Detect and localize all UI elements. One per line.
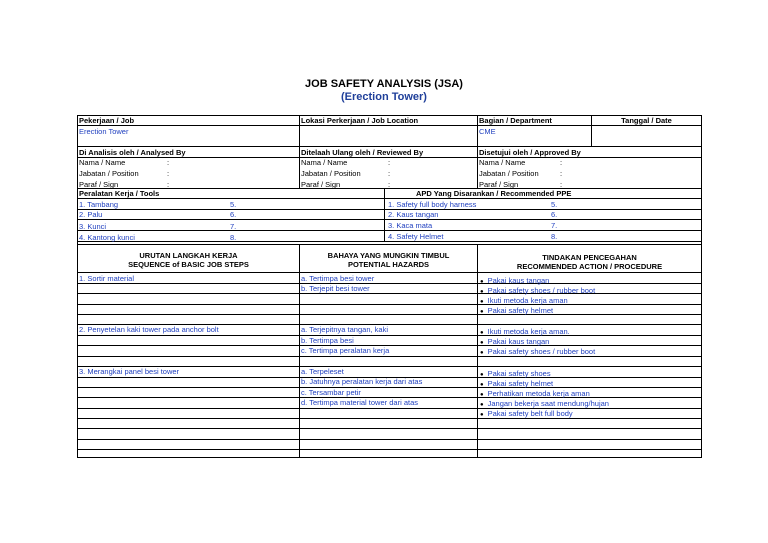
- hazard-item: a. Terjepitnya tangan, kaki: [301, 325, 389, 334]
- ppe-number: 6.: [551, 210, 558, 219]
- action-item: ● Pakai kaus tangan: [480, 337, 549, 348]
- hazard-item: a. Tertimpa besi tower: [301, 274, 375, 283]
- tool-number: 5.: [230, 200, 237, 209]
- hazard-item: c. Tersambar petir: [301, 388, 361, 397]
- approved-name-colon: :: [560, 158, 563, 167]
- reviewed-by-label: Ditelaah Ulang oleh / Reviewed By: [301, 148, 424, 157]
- tools-label: Peralatan Kerja / Tools: [79, 189, 160, 198]
- ppe-item: 4. Safety Helmet: [388, 232, 444, 241]
- step-1: 1. Sortir material: [79, 274, 135, 283]
- reviewed-name-colon: :: [388, 158, 391, 167]
- ppe-item: 1. Safety full body harness: [388, 200, 477, 209]
- action-item: ● Pakai safety shoes / rubber boot: [480, 286, 595, 297]
- tool-item: 1. Tambang: [79, 200, 119, 209]
- hazards-header: BAHAYA YANG MUNGKIN TIMBUL: [327, 251, 450, 260]
- ppe-label: APD Yang Disarankan / Recommended PPE: [416, 189, 572, 198]
- reviewed-name-label: Nama / Name: [301, 158, 348, 167]
- actions-header-en: RECOMMENDED ACTION / PROCEDURE: [516, 262, 663, 271]
- ppe-number: 5.: [551, 200, 558, 209]
- page-subtitle: (Erection Tower): [341, 91, 427, 103]
- tool-item: 4. Kantong kunci: [79, 233, 135, 242]
- approved-position-label: Jabatan / Position: [479, 169, 539, 178]
- hazard-item: b. Tertimpa besi: [301, 336, 354, 345]
- tool-item: 2. Palu: [79, 210, 103, 219]
- hazard-item: d. Tertimpa material tower dari atas: [301, 398, 418, 407]
- hazard-item: c. Tertimpa peralatan kerja: [301, 346, 390, 355]
- action-item: ● Pakai safety helmet: [480, 306, 553, 317]
- approved-sign-label: Paraf / Sign: [479, 180, 519, 189]
- action-item: ● Pakai kaus tangan: [480, 276, 549, 287]
- step-2: 2. Penyetelan kaki tower pada anchor bolt: [79, 325, 219, 334]
- tool-number: 8.: [230, 233, 237, 242]
- department-label: Bagian / Department: [479, 116, 552, 125]
- location-label: Lokasi Perkerjaan / Job Location: [301, 116, 419, 125]
- steps-header-en: SEQUENCE of BASIC JOB STEPS: [128, 260, 249, 269]
- ppe-number: 7.: [551, 221, 558, 230]
- tool-item: 3. Kunci: [79, 222, 107, 231]
- approved-by-label: Disetujui oleh / Approved By: [479, 148, 581, 157]
- reviewed-position-label: Jabatan / Position: [301, 169, 361, 178]
- action-item: ● Pakai safety belt full body: [480, 409, 573, 420]
- job-value[interactable]: Erection Tower: [79, 127, 129, 136]
- date-label: Tanggal / Date: [621, 116, 672, 125]
- action-item: ● Pakai safety helmet: [480, 379, 553, 390]
- approved-sign-colon: :: [560, 180, 563, 189]
- action-item: ● Pakai safety shoes: [480, 369, 551, 380]
- job-label: Pekerjaan / Job: [79, 116, 135, 125]
- reviewed-sign-label: Paraf / Sign: [301, 180, 341, 189]
- actions-header: TINDAKAN PENCEGAHAN: [542, 253, 637, 262]
- analysed-name-colon: :: [167, 158, 170, 167]
- ppe-item: 3. Kaca mata: [388, 221, 433, 230]
- analysed-sign-colon: :: [167, 180, 170, 189]
- action-item: ● Pakai safety shoes / rubber boot: [480, 347, 595, 358]
- approved-position-colon: :: [560, 169, 563, 178]
- approved-name-label: Nama / Name: [479, 158, 526, 167]
- analysed-position-colon: :: [167, 169, 170, 178]
- steps-header: URUTAN LANGKAH KERJA: [139, 251, 238, 260]
- hazard-item: b. Terjepit besi tower: [301, 284, 370, 293]
- reviewed-sign-colon: :: [388, 180, 391, 189]
- ppe-item: 2. Kaus tangan: [388, 210, 439, 219]
- reviewed-position-colon: :: [388, 169, 391, 178]
- hazards-header-en: POTENTIAL HAZARDS: [347, 260, 430, 269]
- action-item: ● Perhatikan metoda kerja aman: [480, 389, 590, 400]
- analysed-position-label: Jabatan / Position: [79, 169, 139, 178]
- hazard-item: b. Jatuhnya peralatan kerja dari atas: [301, 377, 423, 386]
- tool-number: 7.: [230, 222, 237, 231]
- page-title: JOB SAFETY ANALYSIS (JSA): [305, 78, 463, 90]
- hazard-item: a. Terpeleset: [301, 367, 344, 376]
- analysed-by-label: Di Analisis oleh / Analysed By: [79, 148, 186, 157]
- analysed-sign-label: Paraf / Sign: [79, 180, 119, 189]
- action-item: ● Ikuti metoda kerja aman.: [480, 327, 570, 338]
- department-value[interactable]: CME: [479, 127, 496, 136]
- action-item: ● Jangan bekerja saat mendung/hujan: [480, 399, 609, 410]
- ppe-number: 8.: [551, 232, 558, 241]
- tool-number: 6.: [230, 210, 237, 219]
- step-3: 3. Merangkai panel besi tower: [79, 367, 180, 376]
- action-item: ● Ikuti metoda kerja aman: [480, 296, 568, 307]
- analysed-name-label: Nama / Name: [79, 158, 126, 167]
